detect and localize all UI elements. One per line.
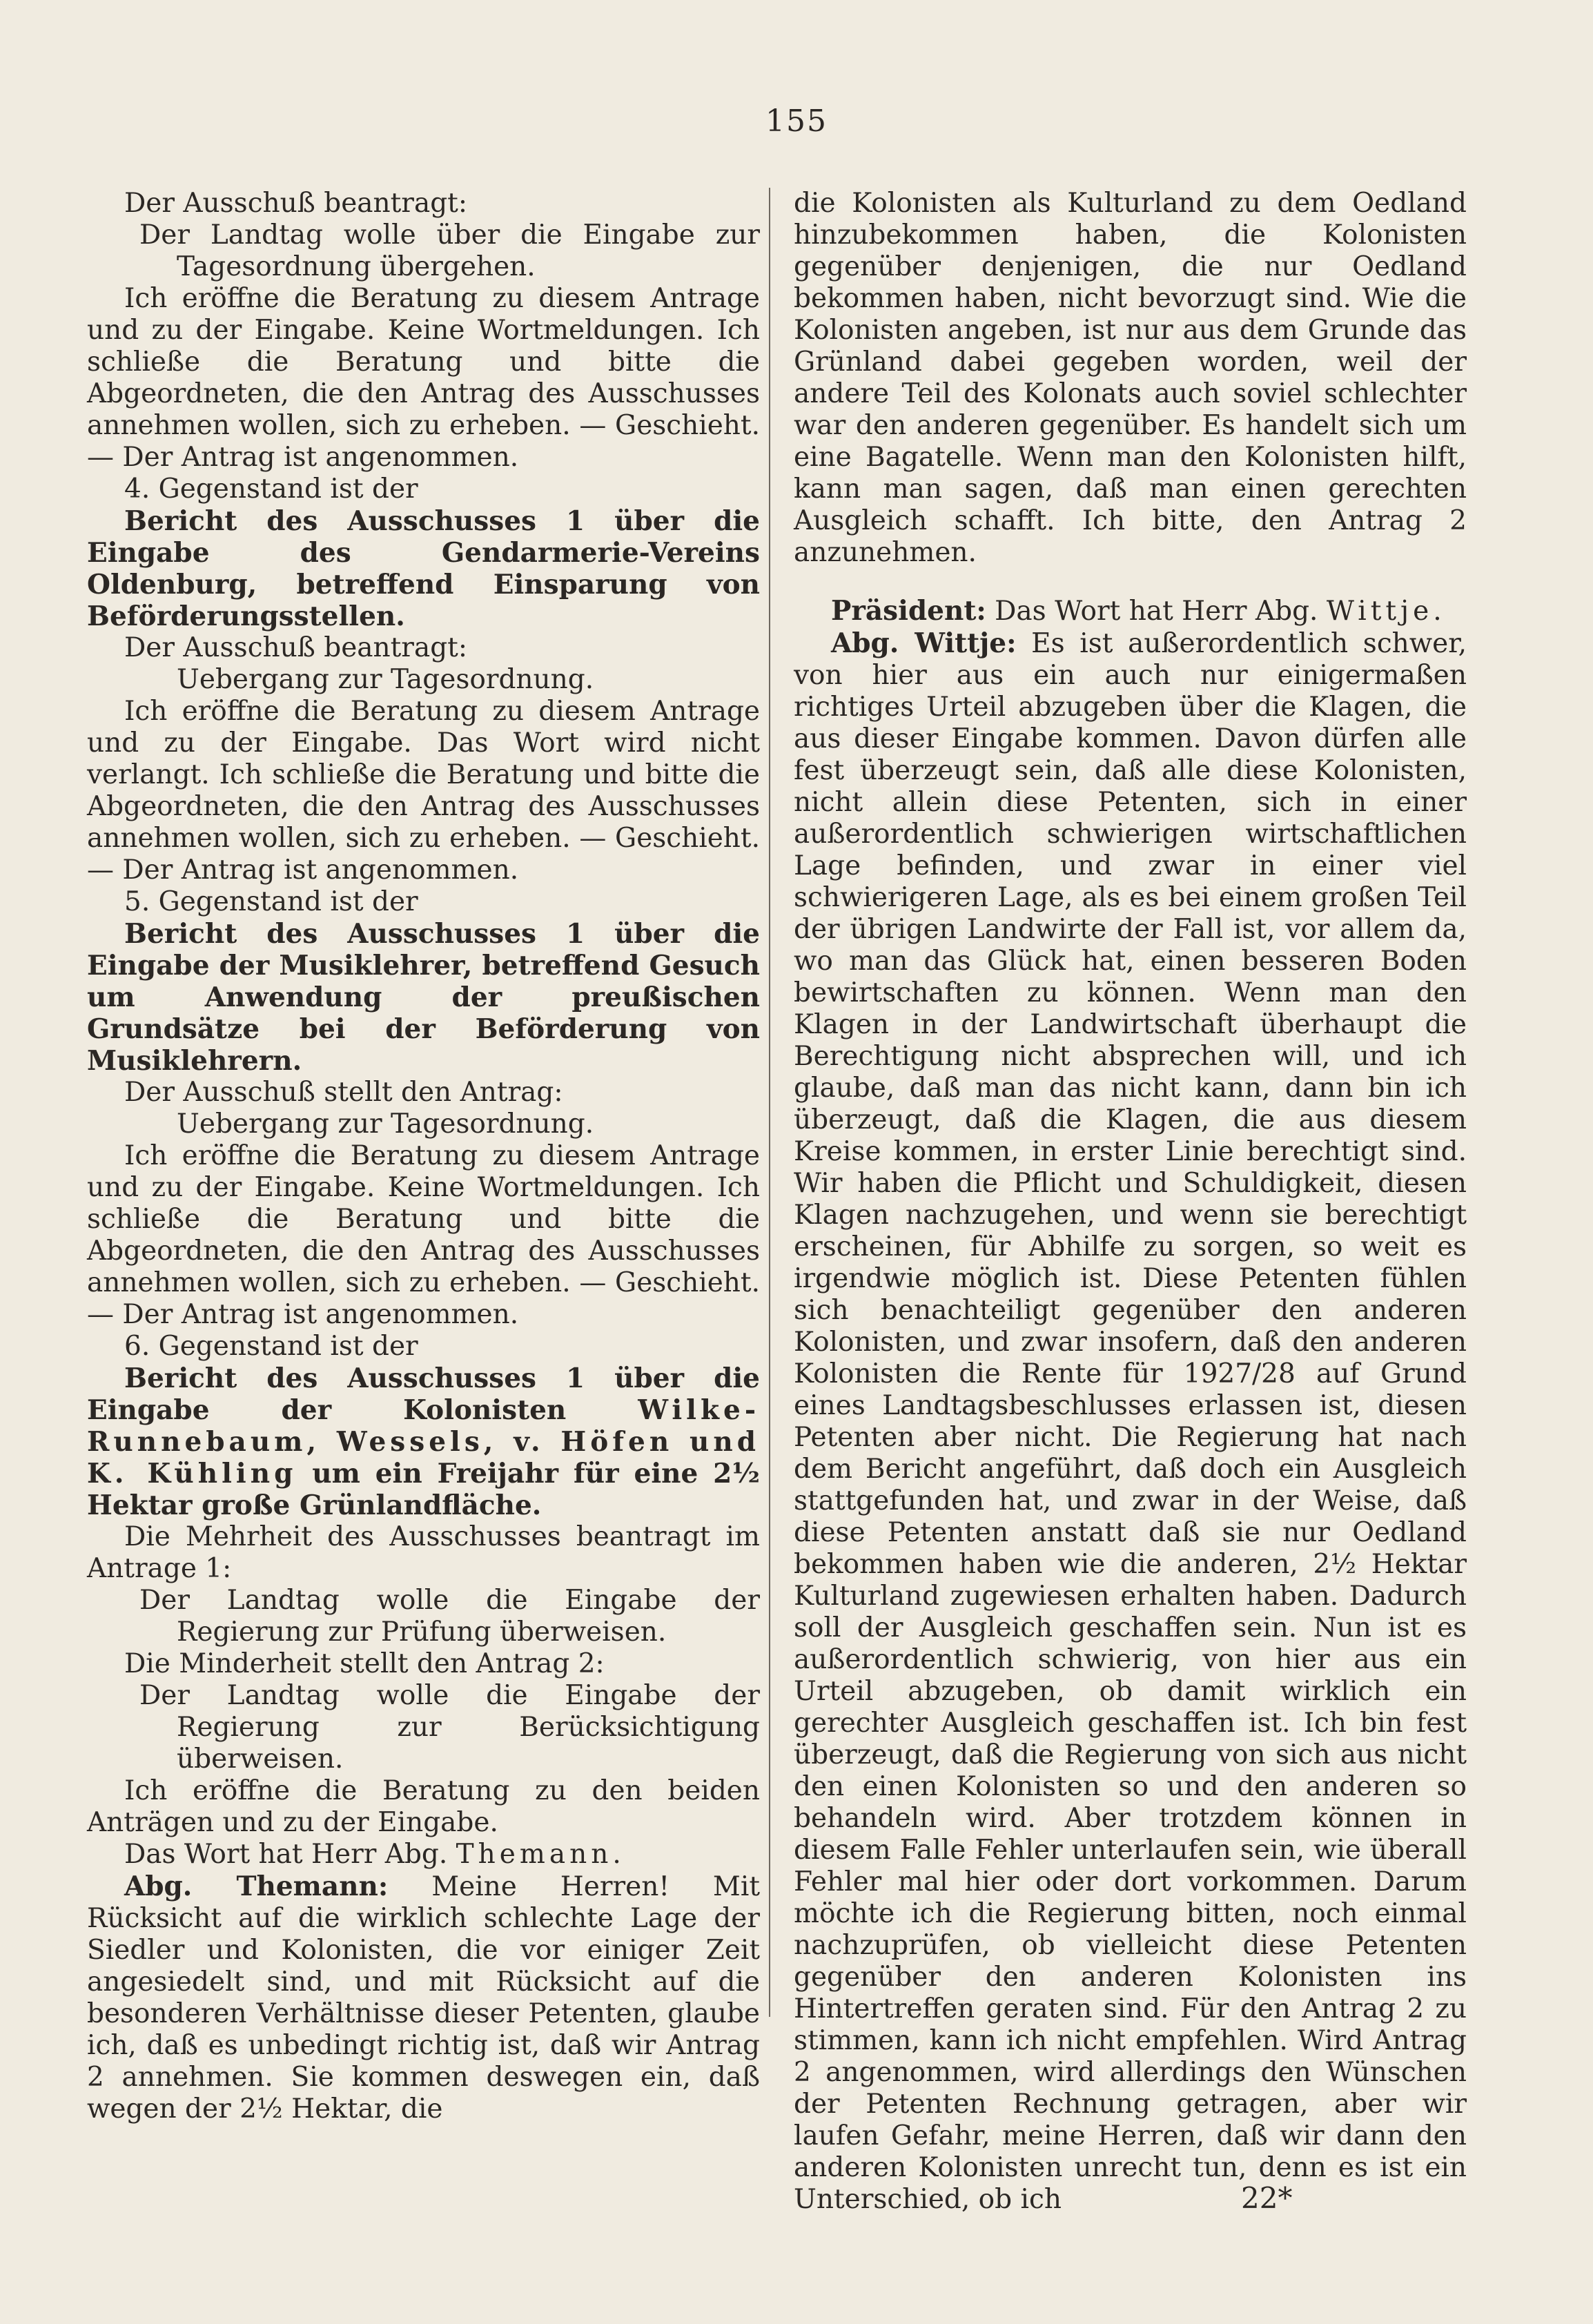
column-divider [769, 188, 770, 2017]
text: Das Wort hat Herr Abg. [124, 1839, 456, 1870]
paragraph: Ich eröffne die Beratung zu diesem Antrage und zu der Eingabe. Keine Wortmeldungen. Ich schließe die Beratung und bitte die Abgeordneten, die den Antrag des Ausschusses annehmen wollen, sich zu erheben. — Geschieht. — Der Antrag ist angenommen. [87, 1140, 760, 1330]
speech-text: Es ist außerordentlich schwer, von hier aus ein auch nur einigermaßen richtiges Urteil abzugeben über die Klagen, die aus dieser Eingabe kommen. Davon dürfen alle fest überzeugt sein, daß alle diese Kolonisten, nicht allein diese Petenten, sich in einer außerordentlich schwierigen wirtschaftlichen Lage befinden, und zwar in einer viel schwierigeren Lage, als es bei einem großen Teil der übrigen Landwirte der Fall ist, vor allem da, wo man das Glück hat, einen besseren Boden bewirtschaften zu können. Wenn man den Klagen in der Landwirtschaft überhaupt die Berechtigung nicht absprechen will, und ich glaube, daß man das nicht kann, dann bin ich überzeugt, daß die Klagen, die aus diesem Kreise kommen, in erster Linie berechtigt sind. Wir haben die Pflicht und Schuldigkeit, diesen Klagen nachzugehen, und wenn sie berechtigt erscheinen, für Abhilfe zu sorgen, so weit es irgendwie möglich ist. Diese Petenten fühlen sich benachteiligt gegenüber den anderen Kolonisten, und zwar insofern, daß den anderen Kolonisten die Rente für 1927/28 auf Grund eines Landtagsbeschlusses erlassen ist, diesen Petenten aber nicht. Die Regierung hat nach dem Bericht angeführt, daß doch ein Ausgleich stattgefunden hat, und zwar in der Weise, daß diese Petenten anstatt daß sie nur Oedland bekommen haben wie die anderen, 2½ Hektar Kulturland zugewiesen erhalten haben. Dadurch soll der Ausgleich geschaffen sein. Nun ist es außerordentlich schwierig, von hier aus ein Urteil abzugeben, ob damit wirklich ein gerechter Ausgleich geschaffen ist. Ich bin fest überzeugt, daß die Regierung von sich aus nicht den einen Kolonisten so und den anderen so behandeln wird. Aber trotzdem können in diesem Falle Fehler unterlaufen sein, wie überall Fehler mal hier oder dort vorkommen. Darum möchte ich die Regierung bitten, noch einmal nachzuprüfen, ob vielleicht diese Petenten gegenüber den anderen Kolonisten ins Hintertreffen geraten sind. Für den Antrag 2 zu stimmen, kann ich nicht empfehlen. Wird Antrag 2 angenommen, wird allerdings den Wünschen der Petenten Rechnung getragen, aber wir laufen Gefahr, meine Herren, daß wir dann den anderen Kolonisten unrecht tun, denn es ist ein Unterschied, ob ich [794, 628, 1467, 2215]
paragraph: Ich eröffne die Beratung zu diesem Antrage und zu der Eingabe. Keine Wortmeldungen. Ich schließe die Beratung und bitte die Abgeordneten, die den Antrag des Ausschusses annehmen wollen, sich zu erheben. — Geschieht. — Der Antrag ist angenommen. [87, 283, 760, 473]
agenda-item-intro: 4. Gegenstand ist der [124, 473, 418, 505]
speech-paragraph [794, 627, 1467, 2216]
heading-text: um ein Freijahr für eine 2½ Hektar große Grünlandfläche. [87, 1458, 760, 1521]
spacer [794, 569, 1467, 595]
speaker-label: Abg. Wittje: [831, 627, 1017, 659]
paragraph: Der Ausschuß beantragt: [124, 632, 467, 663]
report-heading [87, 1363, 760, 1521]
paragraph: Die Minderheit stellt den Antrag 2: [124, 1648, 605, 1679]
right-column [794, 188, 1467, 2216]
paragraph: Ich eröffne die Beratung zu diesem Antrage und zu der Eingabe. Das Wort wird nicht verlangt. Ich schließe die Beratung und bitte die Abgeordneten, die den Antrag des Ausschusses annehmen wollen, sich zu erheben. — Geschieht. — Der Antrag ist angenommen. [87, 696, 760, 886]
heading-text: Bericht des Ausschusses 1 über die Eingabe der Kolonisten [87, 1363, 760, 1426]
paragraph: Ich eröffne die Beratung zu den beiden Anträgen und zu der Eingabe. [87, 1775, 760, 1838]
left-column [87, 188, 760, 2125]
speaker-name: Themann. [456, 1839, 625, 1870]
agenda-item-intro: 5. Gegenstand ist der [124, 886, 418, 917]
agenda-item-intro: 6. Gegenstand ist der [124, 1331, 418, 1362]
speech-paragraph [794, 595, 1467, 627]
petitioner-names: Wilke-Runnebaum, Wessels, v. Höfen und K. Kühling [87, 1394, 760, 1490]
motion-text: Der Landtag wolle die Eingabe der Regierung zur Berücksichtigung überweisen. [139, 1680, 760, 1775]
motion-text: Uebergang zur Tagesordnung. [177, 664, 594, 695]
speech-continuation: die Kolonisten als Kulturland zu dem Oedland hinzubekommen haben, die Kolonisten gegenüber denjenigen, die nur Oedland bekommen haben, nicht bevorzugt sind. Wie die Kolonisten angeben, ist nur aus dem Grunde das Grünland dabei gegeben worden, weil der andere Teil des Kolonats auch soviel schlechter war den anderen gegenüber. Es handelt sich um eine Bagatelle. Wenn man den Kolonisten hilft, kann man sagen, daß man einen gerechten Ausgleich schafft. Ich bitte, den Antrag 2 anzunehmen. [794, 188, 1467, 568]
motion-text: Der Landtag wolle über die Eingabe zur Tagesordnung übergehen. [139, 219, 760, 282]
motion-text: Uebergang zur Tagesordnung. [177, 1109, 594, 1140]
page-number: 155 [765, 104, 828, 139]
paragraph: Die Mehrheit des Ausschusses beantragt im Antrage 1: [87, 1521, 760, 1584]
speaker-label: Abg. Themann: [124, 1871, 389, 1902]
speech-paragraph [87, 1871, 760, 2125]
speaker-name: Wittje. [1326, 596, 1446, 627]
paragraph [87, 1839, 760, 1871]
report-heading: Bericht des Ausschusses 1 über die Eingabe der Musiklehrer, betreffend Gesuch um Anwendung der preußischen Grundsätze bei der Beförderung von Musiklehrern. [87, 918, 760, 1077]
speaker-label: Präsident: [831, 595, 986, 627]
paragraph: Der Ausschuß beantragt: [124, 188, 467, 219]
signature-mark: 22* [1241, 2181, 1293, 2215]
motion-text: Der Landtag wolle die Eingabe der Regierung zur Prüfung überweisen. [139, 1585, 760, 1648]
paragraph: Der Ausschuß stellt den Antrag: [124, 1077, 563, 1108]
text: Das Wort hat Herr Abg. [986, 596, 1327, 627]
report-heading: Bericht des Ausschusses 1 über die Eingabe des Gendarmerie-Vereins Oldenburg, betreffend Einsparung von Beförderungsstellen. [87, 505, 760, 632]
speech-text: Meine Herren! Mit Rücksicht auf die wirklich schlechte Lage der Siedler und Kolonisten, die vor einiger Zeit angesiedelt sind, und mit Rücksicht auf die besonderen Verhältnisse dieser Petenten, glaube ich, daß es unbedingt richtig ist, daß wir Antrag 2 annehmen. Sie kommen deswegen ein, daß wegen der 2½ Hektar, die [87, 1871, 760, 2125]
